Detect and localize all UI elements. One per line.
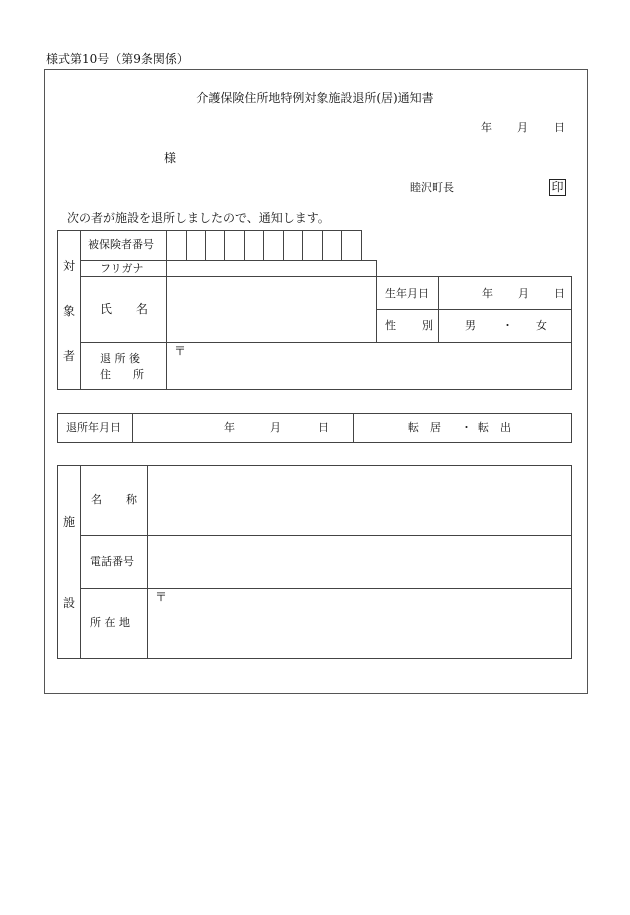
facility-postal-mark: 〒	[155, 590, 168, 604]
intro-text: 次の者が施設を退所しましたので、通知します。	[67, 211, 330, 225]
furigana-label: フリガナ	[100, 262, 144, 275]
addressee-suffix: 様	[164, 151, 177, 165]
birthdate-label: 生年月日	[385, 287, 429, 300]
name-label-1: 氏	[100, 302, 113, 316]
facility-section-char-1: 施	[63, 515, 76, 529]
sex-label-1: 性	[385, 319, 396, 332]
sex-option-female[interactable]: 女	[536, 319, 547, 332]
name-label-2: 名	[136, 302, 149, 316]
facility-phone-label: 電話番号	[90, 555, 134, 568]
form-number: 様式第10号（第9条関係）	[46, 52, 189, 66]
exit-type-separator: ・	[461, 421, 472, 434]
exit-date-field[interactable]	[133, 414, 352, 442]
post-exit-address-field[interactable]	[190, 343, 571, 389]
form-title: 介護保険住所地特例対象施設退所(居)通知書	[196, 91, 434, 105]
post-exit-address-label-2: 住 所	[100, 368, 144, 381]
subject-section-char-3: 者	[63, 349, 76, 363]
exit-type-move[interactable]: 転 居	[408, 421, 441, 434]
birthdate-month: 月	[518, 287, 529, 300]
exit-date-day: 日	[318, 421, 329, 434]
subject-section-char-2: 象	[63, 304, 76, 318]
sender-name: 睦沢町長	[410, 181, 454, 194]
exit-date-year: 年	[224, 421, 235, 434]
exit-type-transfer[interactable]: 転 出	[478, 421, 511, 434]
facility-name-label-1: 名	[91, 493, 102, 506]
name-field[interactable]	[167, 277, 375, 342]
facility-phone-field[interactable]	[148, 536, 571, 588]
insured-number-digits[interactable]	[166, 230, 362, 260]
seal-mark: 印	[549, 179, 566, 196]
birthdate-field[interactable]	[439, 277, 571, 309]
postal-mark: 〒	[174, 344, 187, 358]
post-exit-address-label-1: 退 所 後	[100, 352, 140, 365]
birthdate-year: 年	[482, 287, 493, 300]
facility-location-label: 所 在 地	[90, 616, 130, 629]
facility-name-field[interactable]	[148, 466, 571, 535]
sex-label-2: 別	[422, 319, 433, 332]
facility-name-label-2: 称	[126, 493, 137, 506]
facility-section-char-2: 設	[63, 596, 76, 610]
header-date-year: 年	[481, 121, 492, 134]
insured-number-label: 被保険者番号	[88, 238, 154, 251]
sex-separator: ・	[502, 319, 513, 332]
furigana-field[interactable]	[167, 261, 375, 276]
header-date-day: 日	[554, 121, 565, 134]
exit-date-month: 月	[270, 421, 281, 434]
header-date-month: 月	[517, 121, 528, 134]
facility-location-field[interactable]	[170, 589, 571, 658]
birthdate-day: 日	[554, 287, 565, 300]
sex-option-male[interactable]: 男	[465, 319, 476, 332]
exit-date-label: 退所年月日	[66, 421, 121, 434]
subject-section-char-1: 対	[63, 259, 76, 273]
